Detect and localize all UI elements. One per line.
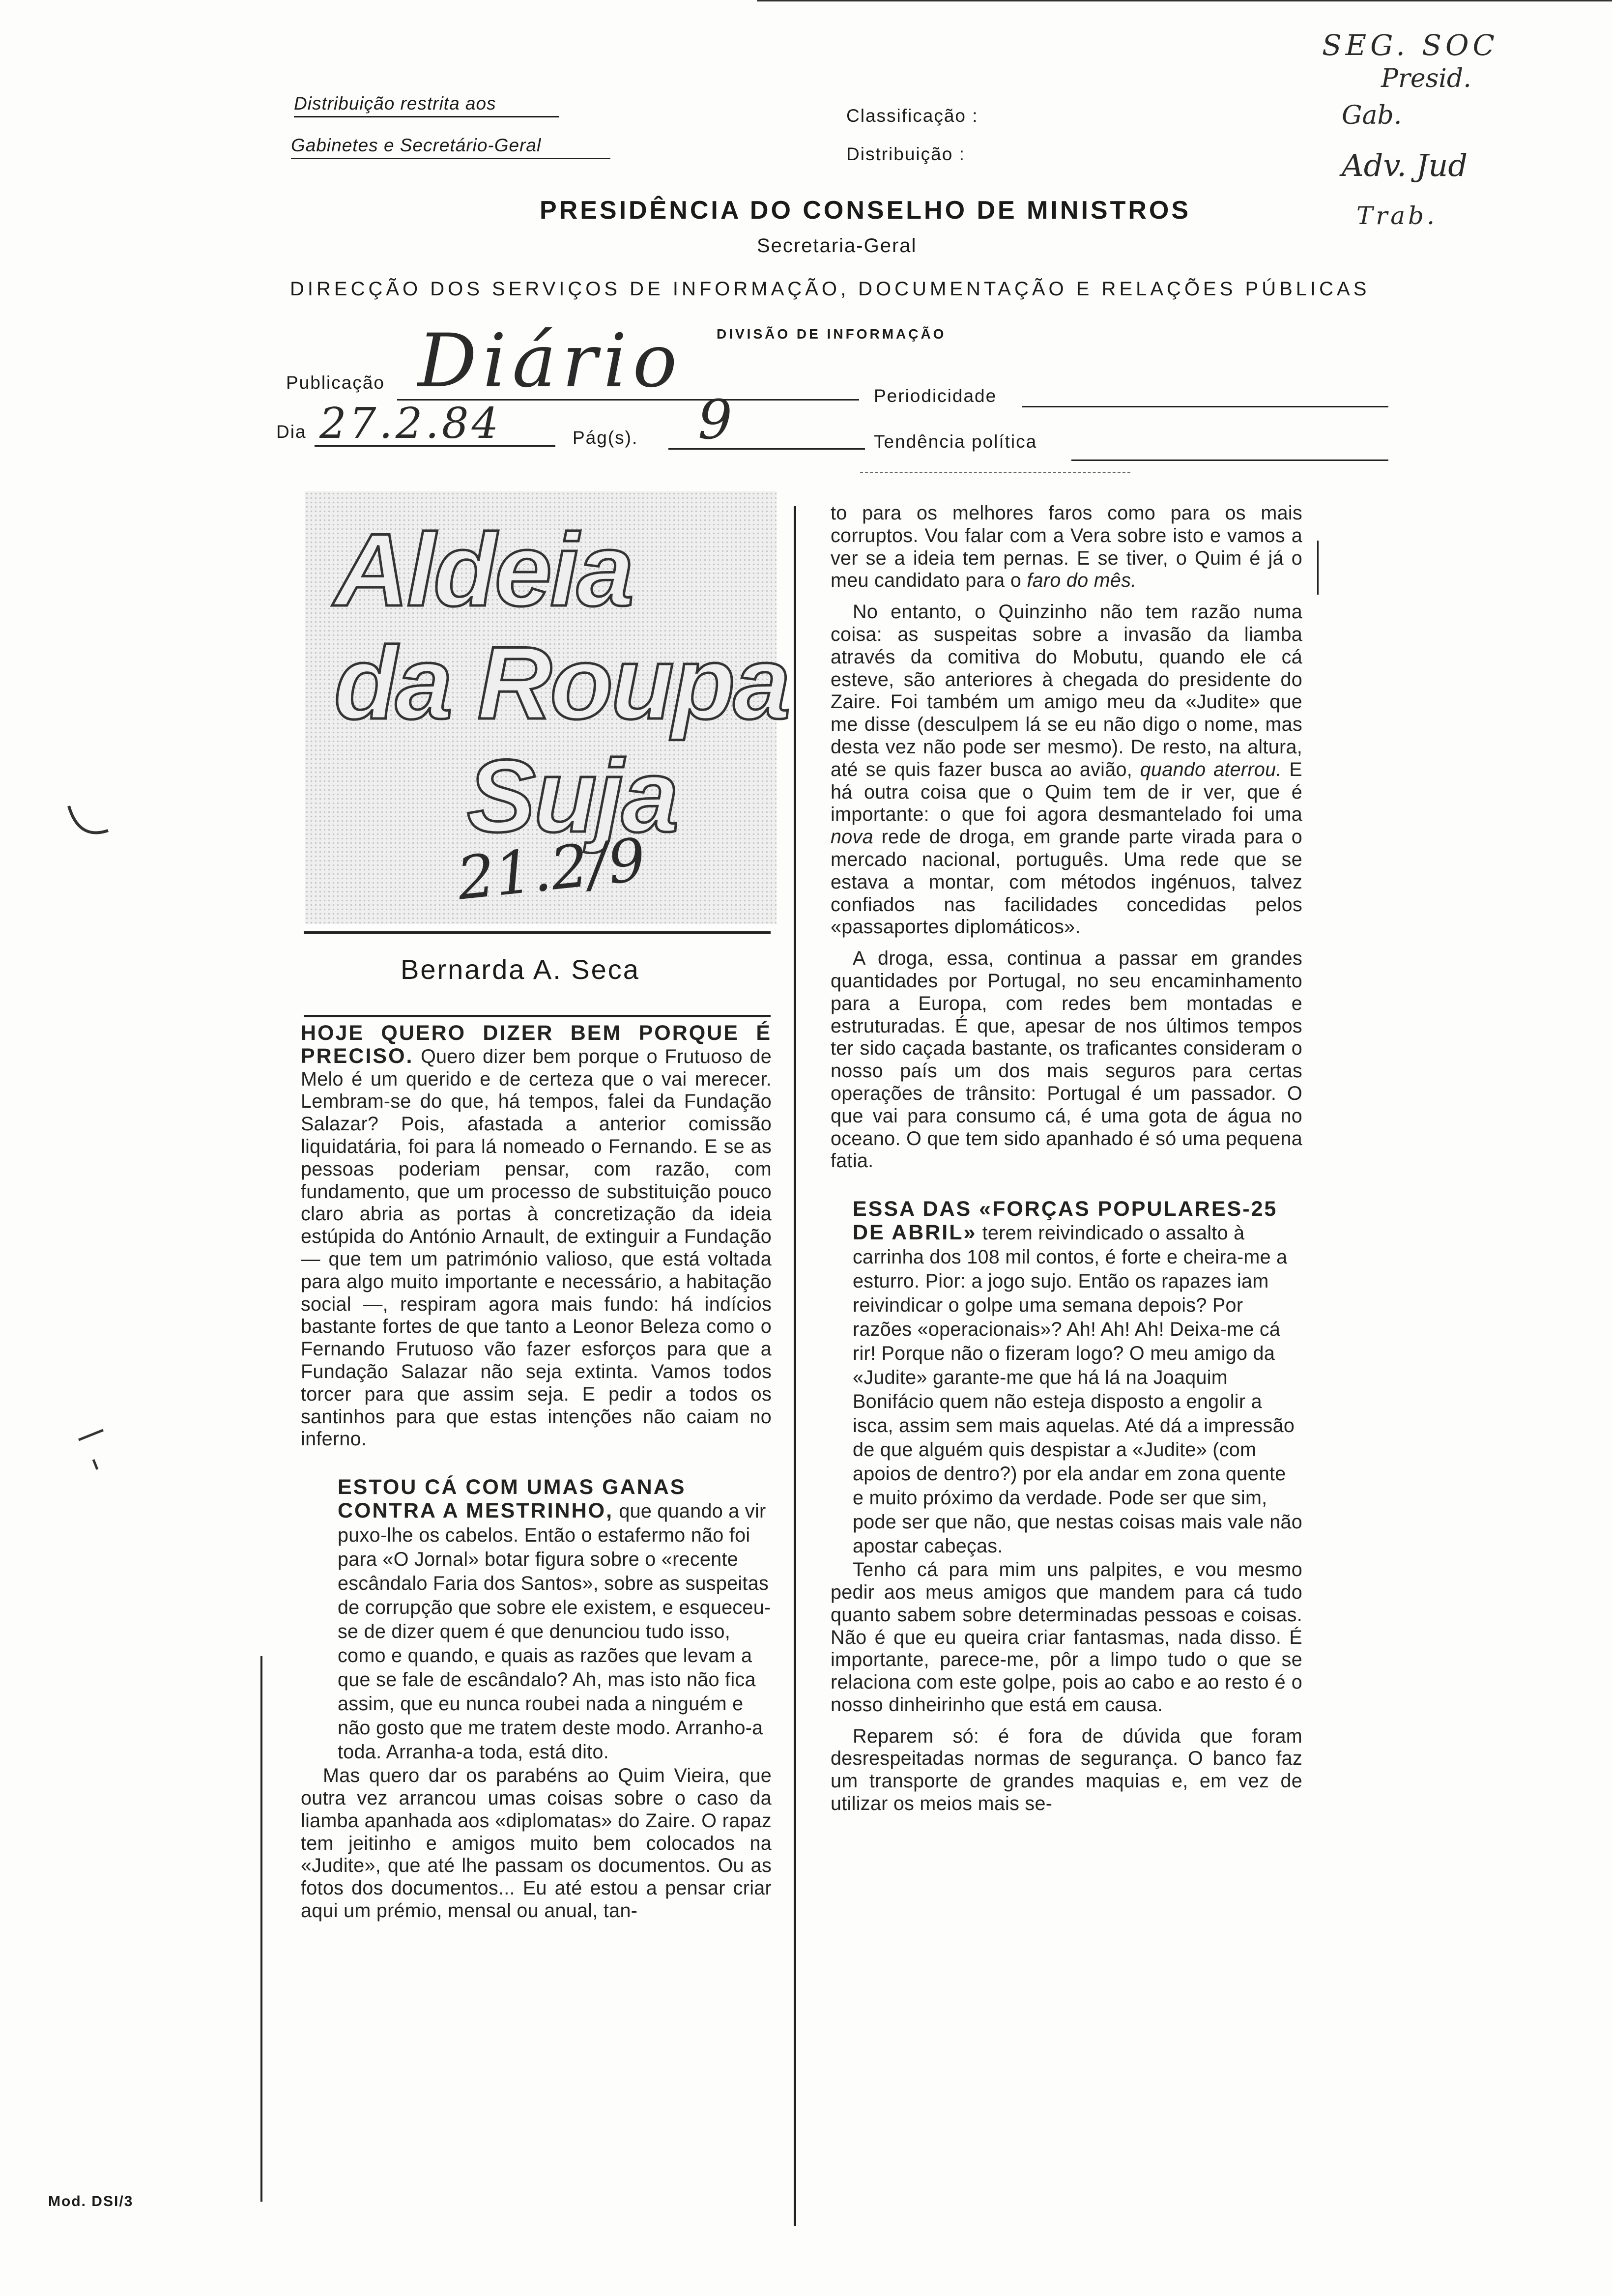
- paragraph-quim: Mas quero dar os parabéns ao Quim Vieira, que outra vez arrancou umas coisas sobre o caso da liamba apanhada aos «diplomatas» do Zaire. O rapaz tem jeitinho e amigos muito bem colocados na «Judite», que até lhe passam os documentos. Ou as fotos dos documentos... Eu até estou a pensar criar aqui um prémio, mensal ou anual, tan-: [301, 1765, 772, 1922]
- periodicidade-label: Periodicidade: [874, 386, 997, 406]
- byline: Bernarda A. Seca: [401, 954, 640, 985]
- handwritten-date: 21.2/9: [454, 826, 649, 914]
- paragraph-droga: A droga, essa, continua a passar em grandes quantidades por Portugal, no seu encaminhamento para a Europa, com redes bem montadas e estruturadas. É que, apesar de nos últimos tempos ter sido caçada bastante, os traficantes consideram o nosso país um dos mais seguros para certas operações de trânsito: Portugal é um passador. O que vai para consumo cá, é uma gota de água no oceano. O que tem sido apanhado é só uma pequena fatia.: [831, 947, 1302, 1172]
- org-title: PRESIDÊNCIA DO CONSELHO DE MINISTROS: [540, 196, 1191, 225]
- org-direction: DIRECÇÃO DOS SERVIÇOS DE INFORMAÇÃO, DOCUMENTAÇÃO E RELAÇÕES PÚBLICAS: [290, 278, 1370, 300]
- paragraph-faro: to para os melhores faros como para os mais corruptos. Vou falar com a Vera sobre isto e vamos a ver se a ideia tem pernas. E se tiver, o Quim é já o meu candidato para o faro do mês.: [831, 502, 1302, 592]
- left-margin-rule: [260, 1656, 262, 2202]
- corner-note-4: Adv. Jud: [1342, 147, 1468, 183]
- publicacao-label: Publicação: [286, 373, 385, 393]
- masthead-rule: [304, 931, 771, 934]
- section-heading-fp25: ESSA DAS «FORÇAS POPULARES-25 DE ABRIL» terem reivindicado o assalto à carrinha dos 108 mil contos, é forte e cheira-me a esturro. Pior: a jogo sujo. Então os rapazes iam reivindicar o golpe uma semana depois? Por razões «operacionais»? Ah! Ah! Ah! Deixa-me cá rir! Porque não o fizeram logo? O meu amigo da «Judite» garante-me que há lá na Joaquim Bonifácio quem não esteja disposto a engolir a isca, assim sem mais aquelas. Até dá a impressão de que alguém quis despistar a «Judite» (com apoios de dentro?) por ela andar em zona quente e muito próximo da verdade. Pode ser que sim, pode ser que não, que nestas coisas mais vale não apostar cabeças.: [853, 1197, 1303, 1557]
- corner-note-3: Gab.: [1342, 101, 1402, 130]
- paragraph-reparem: Reparem só: é fora de dúvida que foram desrespeitadas normas de segurança. O banco faz um transporte de grandes maquias e, em vez de utilizar os meios mais se-: [831, 1725, 1302, 1815]
- paragraph-1: [301, 1022, 772, 1451]
- corner-note-1: SEG. SOC: [1322, 29, 1498, 62]
- right-margin-tick: [1317, 541, 1319, 595]
- section-heading-mestrinho: ESTOU CÁ COM UMAS GANAS CONTRA A MESTRINHO, que quando a vir puxo-lhe os cabelos. Então o estafermo não foi para «O Jornal» botar figura sobre o «recente escândalo Faria dos Santos», sobre as suspeitas de corrupção que sobre ele existem, e esqueceu-se de dizer quem é que denunciou tudo isso, como e quando, e quais as razões que levam a que se fale de escândalo? Ah, mas isto não fica assim, que eu nunca roubei nada a ninguém e não gosto que me tratem deste modo. Arranho-a toda. Arranha-a toda, está dito.: [338, 1475, 771, 1763]
- masthead-line-1: Aldeia: [334, 512, 633, 628]
- column-divider: [794, 506, 796, 2226]
- tendencia-underline: [860, 472, 1130, 473]
- publicacao-value: Diário: [418, 318, 683, 404]
- org-division: DIVISÃO DE INFORMAÇÃO: [717, 326, 947, 342]
- periodicidade-line: [1022, 406, 1388, 407]
- dia-value: 27.2.84: [319, 399, 502, 448]
- tendencia-line: [1071, 459, 1388, 461]
- masthead-line-2: da Roupa: [334, 625, 789, 741]
- restricted-line-2: Gabinetes e Secretário-Geral: [291, 135, 610, 159]
- form-code: Mod. DSI/3: [48, 2193, 134, 2210]
- article-column-1: [301, 1022, 772, 1931]
- pags-value: 9: [698, 388, 732, 451]
- paragraph-palpites: Tenho cá para mim uns palpites, e vou mesmo pedir aos meus amigos que mandem para cá tudo quanto sabem sobre determinadas pessoas e coisas. Não é que eu queira criar fantasmas, nada disso. É importante, parece-me, pôr a limpo tudo o que se relaciona com este golpe, pois ao cabo e ao resto é o nosso dinheirinho que está em causa.: [831, 1559, 1302, 1716]
- masthead-line-3: Suja: [467, 738, 677, 854]
- paragraph-1-lead: HOJE QUERO DIZER BEM PORQUE É PRECISO.: [301, 1021, 772, 1068]
- corner-note-5: Trab.: [1356, 201, 1438, 230]
- byline-rule: [304, 1015, 771, 1017]
- scan-mark-left: [59, 796, 118, 855]
- top-edge-line: [757, 0, 1612, 1]
- corner-note-2: Presid.: [1381, 64, 1471, 93]
- restricted-line-1: Distribuição restrita aos: [294, 93, 559, 117]
- classificacao-label: Classificação :: [846, 106, 979, 126]
- paragraph-quinzinho: No entanto, o Quinzinho não tem razão numa coisa: as suspeitas sobre a invasão da liamba através da comitiva do Mobutu, quando ele cá esteve, são anteriores à chegada do presidente do Zaire. Foi também um amigo meu da «Judite» que me disse (desculpem lá se eu não digo o nome, mas desta vez não pode ser mesmo). De resto, na altura, até se quis fazer busca ao avião, quando aterrou. E há outra coisa que o Quim tem de ir ver, que é importante: o que foi agora desmantelado foi uma nova rede de droga, em grande parte virada para o mercado nacional, português. Uma rede que se estava a montar, com métodos ingénuos, talvez confiados nas facilidades concedidas pelos «passaportes diplomáticos».: [831, 601, 1303, 938]
- pags-line: [668, 448, 865, 450]
- dia-line: [315, 445, 555, 447]
- article-column-2: [831, 502, 1302, 1824]
- org-subtitle: Secretaria-Geral: [757, 235, 917, 257]
- pags-label: Pág(s).: [573, 428, 638, 448]
- distribuicao-label: Distribuição :: [846, 144, 965, 164]
- dia-label: Dia: [276, 422, 307, 442]
- scan-mark-left-2: [74, 1420, 118, 1474]
- paragraph-1-text: Quero dizer bem porque o Frutuoso de Melo é um querido e de certeza que o vai merecer. Lembram-se do que, há tempos, falei da Fundação Salazar? Pois, afastada a anterior comissão liquidatária, foi para lá nomeado o Fernando. E se as pessoas poderiam pensar, com razão, com fundamento, que um processo de substituição pouco claro abria as portas à concretização da ideia estúpida do António Arnault, de extinguir a Fundação — que tem um património valioso, que está voltada para algo muito importante e necessário, a habitação social —, respiram agora mais fundo: há indícios bastante fortes de que tanto a Leonor Beleza como o Fernando Frutuoso vão fazer esforços para que a Fundação Salazar não seja extinta. Vamos todos torcer para que assim seja. E pedir a todos os santinhos para que estas intenções não caiam no inferno.: [301, 1045, 772, 1450]
- tendencia-label: Tendência política: [874, 431, 1037, 452]
